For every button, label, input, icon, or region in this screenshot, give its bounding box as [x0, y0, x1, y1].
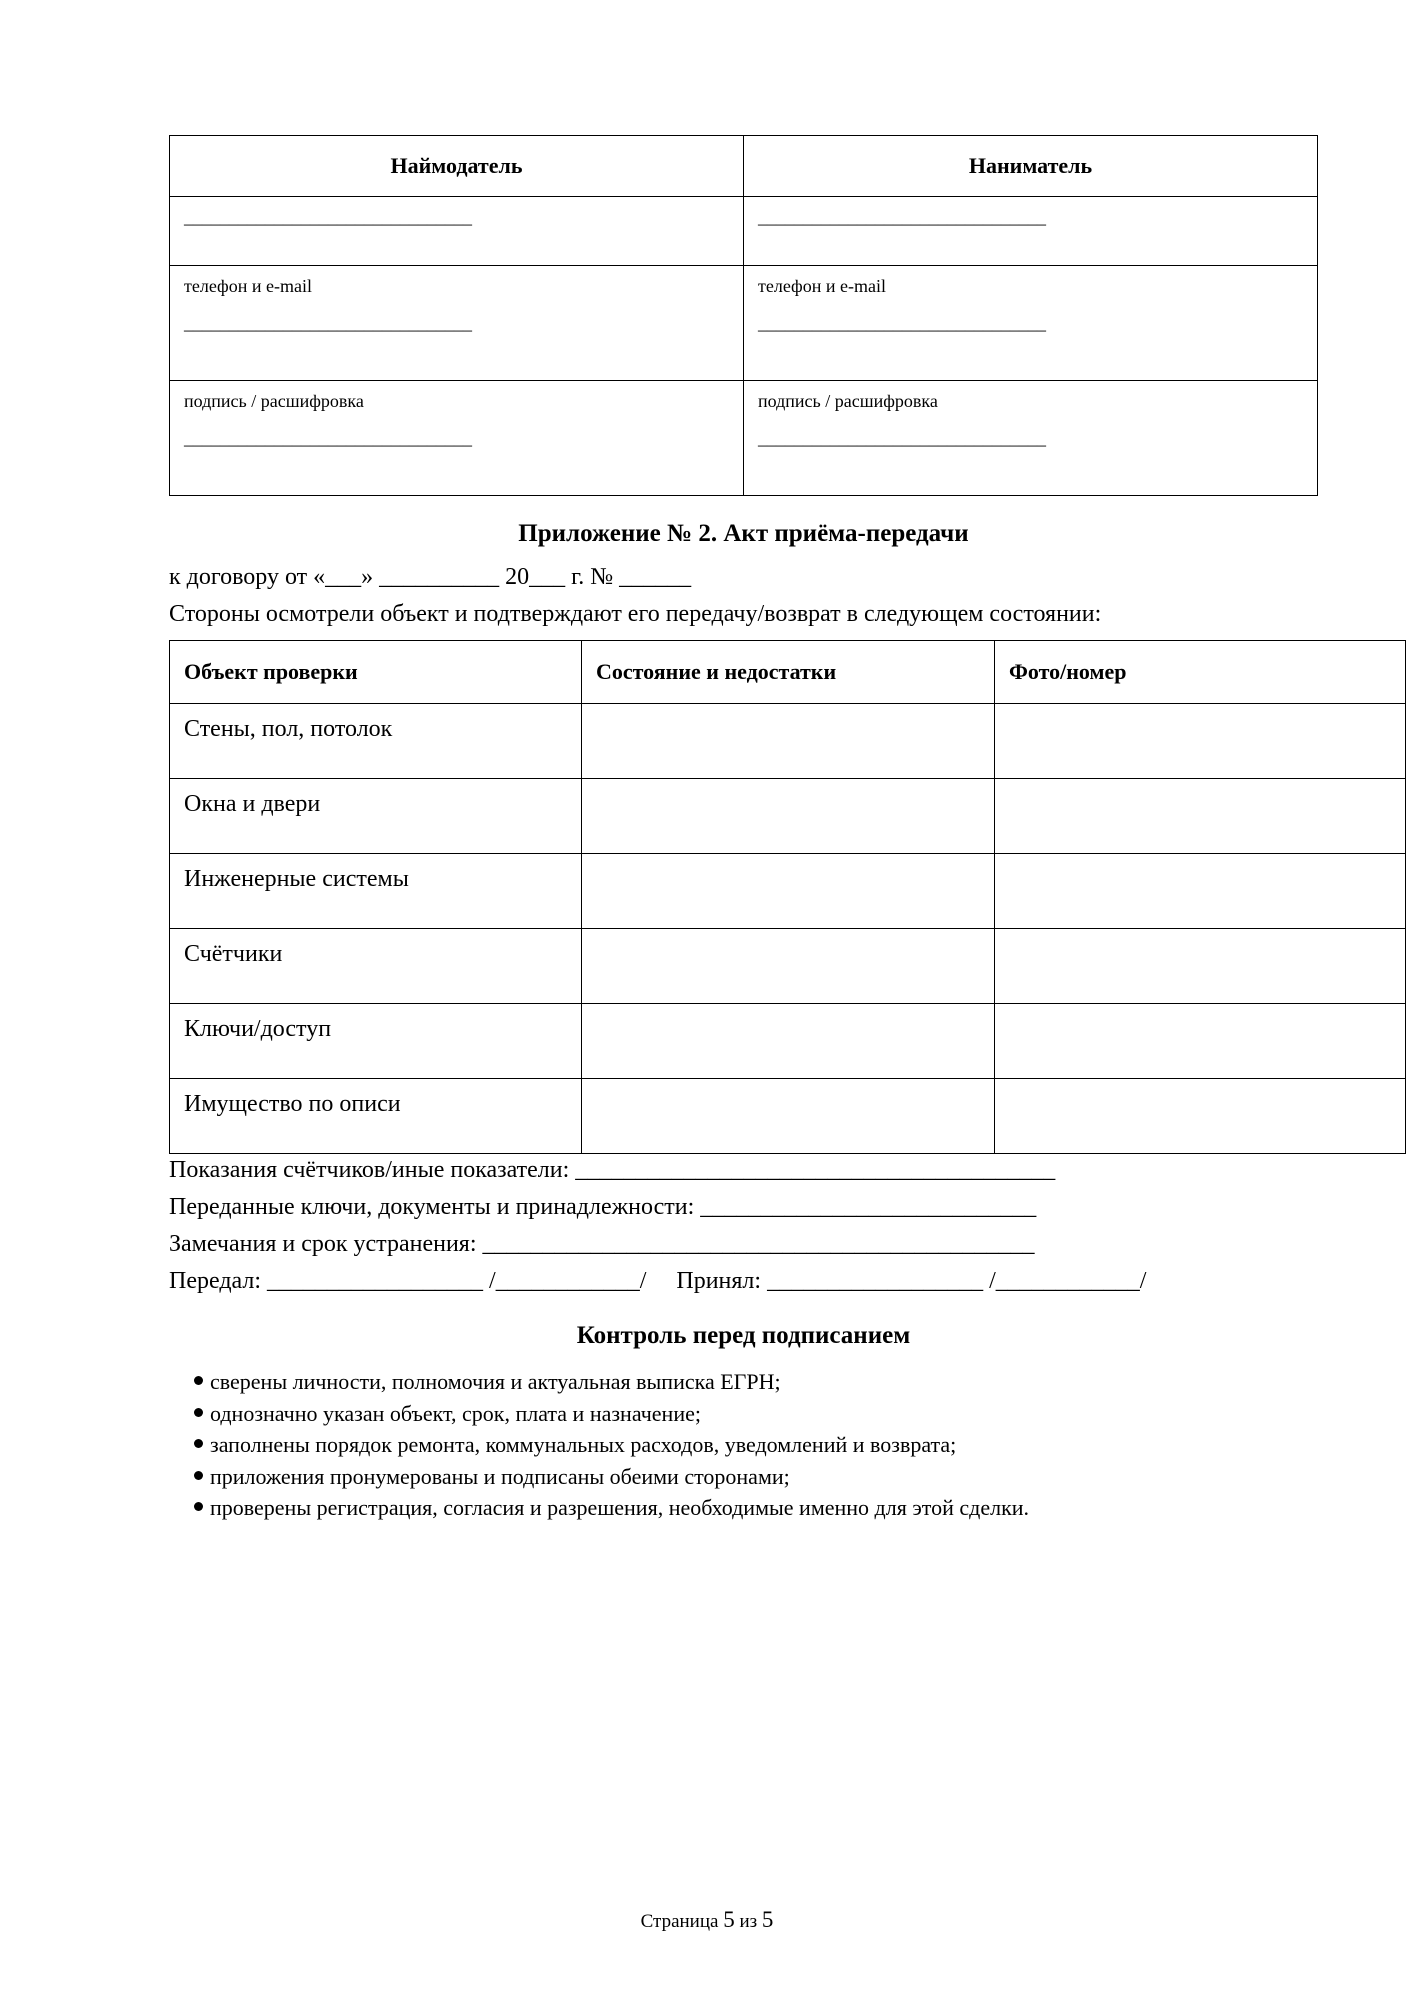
row-object: Имущество по описи [170, 1079, 582, 1154]
table-row [170, 704, 1406, 779]
list-item: однозначно указан объект, срок, плата и назначение; [194, 1398, 1029, 1430]
signature-header-row [170, 136, 1318, 197]
row-condition-cell [582, 1079, 995, 1154]
contact-row [170, 266, 1318, 381]
handed-items-field: Переданные ключи, документы и принадлежности: ____________________________ [169, 1194, 1037, 1220]
list-item: сверены личности, полномочия и актуальная выписка ЕГРН; [194, 1366, 1029, 1398]
total-page-number: 5 [761, 1907, 774, 1932]
table-row [170, 1079, 1406, 1154]
row-object: Ключи/доступ [170, 1004, 582, 1079]
bullet-icon [194, 1471, 203, 1480]
tenant-sign-blank: ________________________________ [758, 428, 1046, 448]
bullet-icon [194, 1408, 203, 1417]
footer-prefix: Страница [640, 1911, 719, 1932]
row-condition-cell [582, 704, 995, 779]
landlord-contact-label: телефон и e-mail [184, 276, 312, 296]
landlord-sign-cell [170, 381, 744, 496]
bullet-icon [194, 1502, 203, 1511]
row-object: Окна и двери [170, 779, 582, 854]
tenant-name-cell [744, 197, 1318, 266]
appendix-intro: Стороны осмотрели объект и подтверждают его передачу/возврат в следующем состоянии: [169, 601, 1102, 627]
appendix-title: Приложение № 2. Акт приёма-передачи [518, 520, 969, 547]
table-row [170, 1004, 1406, 1079]
name-row [170, 197, 1318, 266]
table-row [170, 854, 1406, 929]
landlord-name-blank: ________________________________ [184, 207, 472, 227]
inspection-header-row [170, 641, 1406, 704]
tenant-name-blank: ________________________________ [758, 207, 1046, 227]
list-item: заполнены порядок ремонта, коммунальных расходов, уведомлений и возврата; [194, 1429, 1029, 1461]
signature-table [169, 135, 1318, 496]
row-photo-cell [995, 779, 1406, 854]
footer-sep: из [739, 1911, 758, 1932]
row-condition-cell [582, 779, 995, 854]
landlord-name-cell [170, 197, 744, 266]
remarks-field: Замечания и срок устранения: ______________________________________________ [169, 1231, 1035, 1257]
row-object: Стены, пол, потолок [170, 704, 582, 779]
row-photo-cell [995, 1004, 1406, 1079]
tenant-sign-label: подпись / расшифровка [758, 391, 938, 411]
landlord-contact-cell [170, 266, 744, 381]
control-checklist [194, 1366, 1029, 1524]
tenant-contact-blank: ________________________________ [758, 313, 1046, 333]
row-condition-cell [582, 854, 995, 929]
bullet-icon [194, 1376, 203, 1385]
contract-line: к договору от «___» __________ 20___ г. № ______ [169, 564, 692, 590]
row-photo-cell [995, 854, 1406, 929]
row-photo-cell [995, 1079, 1406, 1154]
header-object: Объект проверки [170, 641, 582, 704]
header-condition: Состояние и недостатки [582, 641, 995, 704]
tenant-contact-label: телефон и e-mail [758, 276, 886, 296]
landlord-sign-blank: ________________________________ [184, 428, 472, 448]
inspection-table [169, 640, 1406, 1154]
row-object: Счётчики [170, 929, 582, 1004]
bullet-icon [194, 1439, 203, 1448]
tenant-contact-cell [744, 266, 1318, 381]
landlord-header: Наймодатель [170, 136, 744, 197]
signature-row [170, 381, 1318, 496]
current-page-number: 5 [723, 1907, 735, 1932]
tenant-header: Наниматель [744, 136, 1318, 197]
meter-readings-field: Показания счётчиков/иные показатели: ________________________________________ [169, 1157, 1056, 1183]
list-item: приложения пронумерованы и подписаны обеими сторонами; [194, 1461, 1029, 1493]
row-condition-cell [582, 929, 995, 1004]
row-condition-cell [582, 1004, 995, 1079]
tenant-sign-cell [744, 381, 1318, 496]
header-photo: Фото/номер [995, 641, 1406, 704]
landlord-sign-label: подпись / расшифровка [184, 391, 364, 411]
row-photo-cell [995, 704, 1406, 779]
table-row [170, 779, 1406, 854]
handover-signatures-field: Передал: __________________ /____________/ Принял: __________________ /____________/ [169, 1268, 1147, 1294]
row-object: Инженерные системы [170, 854, 582, 929]
list-item: проверены регистрация, согласия и разрешения, необходимые именно для этой сделки. [194, 1492, 1029, 1524]
landlord-contact-blank: ________________________________ [184, 313, 472, 333]
page-footer [0, 1907, 1414, 1933]
table-row [170, 929, 1406, 1004]
row-photo-cell [995, 929, 1406, 1004]
control-title: Контроль перед подписанием [576, 1322, 911, 1349]
